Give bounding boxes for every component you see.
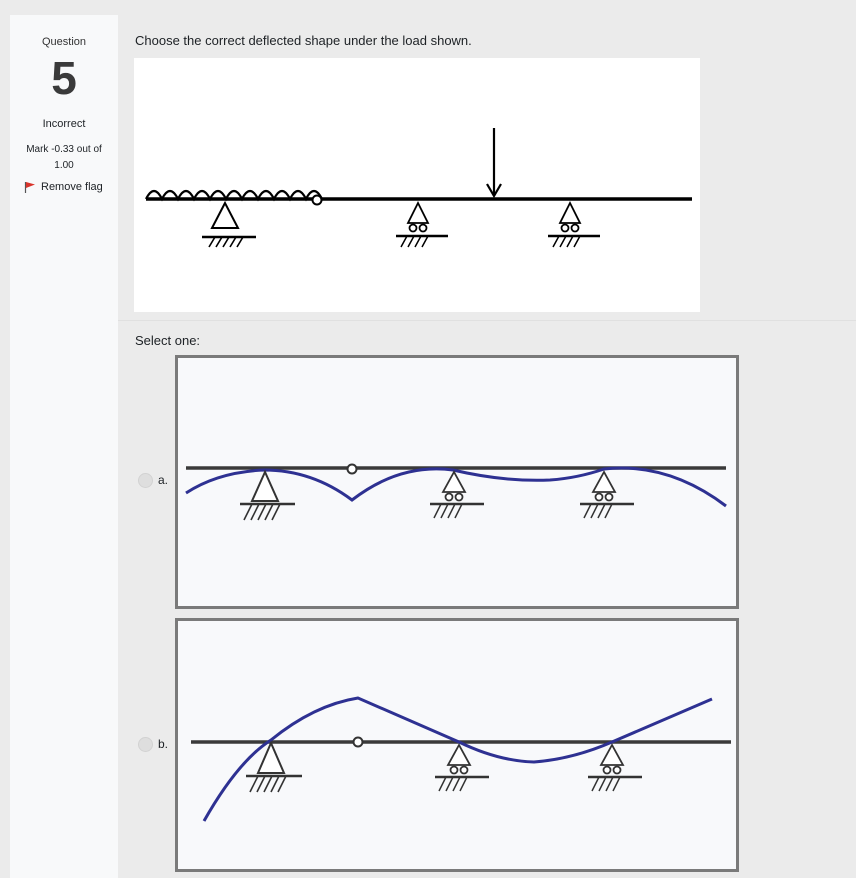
- flag-icon: [24, 181, 36, 193]
- roller-support-1: [396, 203, 448, 247]
- pin-support: [202, 203, 256, 247]
- grade-line-2: 1.00: [54, 160, 74, 171]
- question-number: 5: [51, 52, 77, 104]
- point-load-arrow: [487, 128, 501, 196]
- question-grade: [16, 142, 112, 174]
- roller-support-2: [588, 745, 642, 791]
- pin-support: [240, 472, 295, 520]
- roller-support-2: [548, 203, 600, 247]
- grade-line-1: Mark -0.33 out of: [26, 144, 102, 155]
- option-b-diagram: [178, 621, 736, 869]
- pin-support: [246, 743, 302, 792]
- option-a-letter: a.: [158, 473, 169, 487]
- section-divider: [118, 320, 856, 321]
- option-b-figure[interactable]: [175, 618, 739, 872]
- hinge: [354, 738, 363, 747]
- option-a-radio[interactable]: [138, 473, 153, 488]
- roller-support-1: [430, 472, 484, 518]
- option-a-diagram: [178, 358, 736, 606]
- select-one-prompt: Select one:: [135, 333, 201, 348]
- remove-flag-button[interactable]: [24, 181, 103, 193]
- hinge: [348, 465, 357, 474]
- roller-support-2: [580, 472, 634, 518]
- question-info-panel: [10, 15, 118, 878]
- beam-diagram: [134, 58, 700, 312]
- option-b-letter: b.: [158, 737, 169, 751]
- question-content: [118, 15, 856, 878]
- remove-flag-label: Remove flag: [41, 181, 103, 193]
- question-figure: [134, 58, 700, 312]
- question-text: Choose the correct deflected shape under the load shown.: [135, 33, 472, 48]
- option-a-figure[interactable]: [175, 355, 739, 609]
- question-label: Question: [41, 36, 87, 48]
- question-state: Incorrect: [42, 118, 86, 130]
- hinge: [313, 196, 322, 205]
- option-b-radio[interactable]: [138, 737, 153, 752]
